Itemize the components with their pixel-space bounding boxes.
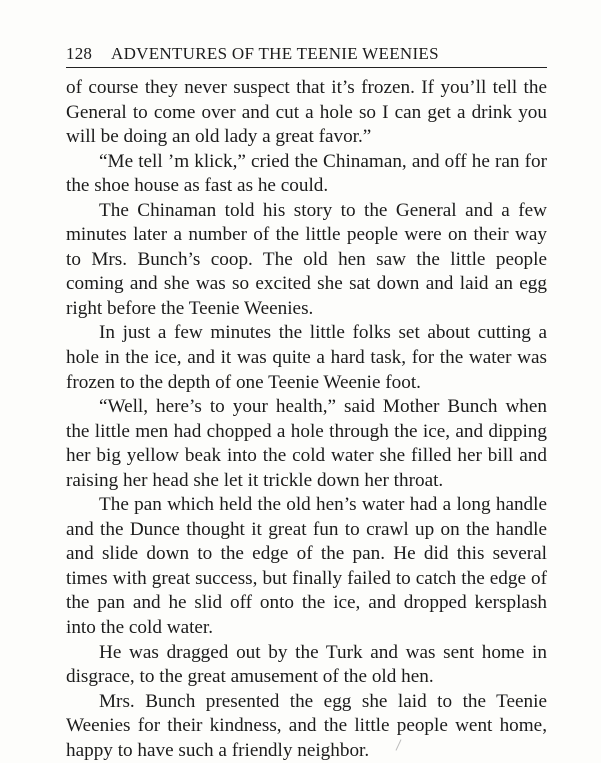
paragraph: In just a few minutes the little folks set about cutting a hole in the ice, and it was quite a hard task, for the water was frozen to the depth of one Teenie Weenie foot. xyxy=(66,322,547,393)
paragraph: Mrs. Bunch presented the egg she laid to the Teenie Weenies for their kindness, and the little people went home, happy to have such a friendly neighbor. xyxy=(66,690,547,761)
paragraph: The pan which held the old hen’s water had a long handle and the Dunce thought it great fun to crawl up on the handle and slide down to the edge of the pan. He did this several times with great success, but finally failed to catch the edge of the pan and he slid off onto the ice, and dropped kersplash into the cold water. xyxy=(66,494,547,639)
book-page xyxy=(66,44,547,763)
paragraph: The Chinaman told his story to the General and a few minutes later a number of the little people were on their way to Mrs. Bunch’s coop. The old hen saw the little people coming and she was so excited she sat down and laid an egg right before the Teenie Weenies. xyxy=(66,199,547,319)
paragraph: of course they never suspect that it’s frozen. If you’ll tell the General to come over and cut a hole so I can get a drink you will be doing an old lady a great favor.” xyxy=(66,77,547,148)
running-head xyxy=(66,44,547,68)
paragraph: “Me tell ’m klick,” cried the Chinaman, and off he ran for the shoe house as fast as he could. xyxy=(66,150,547,197)
page-number: 128 xyxy=(66,44,93,63)
body-text xyxy=(66,76,547,763)
book-title: ADVENTURES OF THE TEENIE WEENIES xyxy=(111,44,439,63)
paragraph: “Well, here’s to your health,” said Mother Bunch when the little men had chopped a hole through the ice, and dipping her big yellow beak into the cold water she filled her bill and raising her head she let it trickle down her throat. xyxy=(66,396,547,491)
paragraph: He was dragged out by the Turk and was sent home in disgrace, to the great amusement of the old hen. xyxy=(66,641,547,688)
